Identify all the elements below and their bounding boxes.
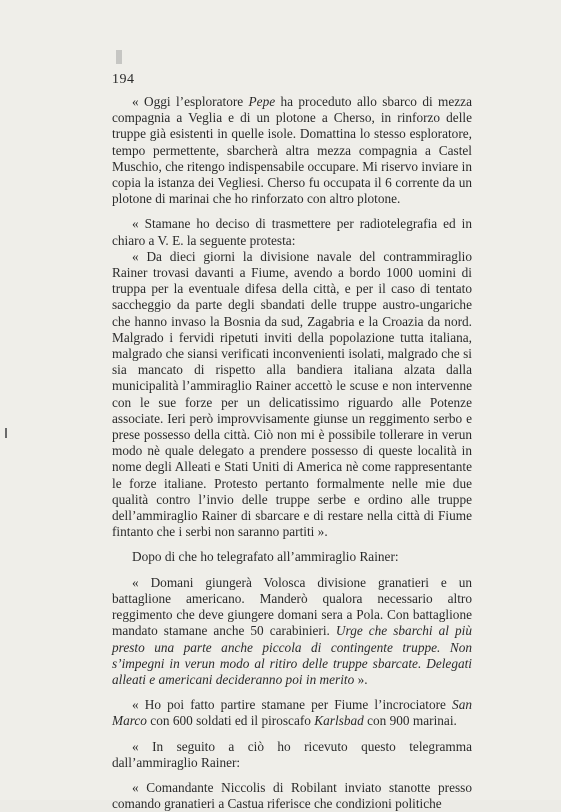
body-text: [112, 94, 472, 812]
paragraph-8: « Comandante Niccolis di Robilant inviato stanotte presso comando granatieri a Castua riferisce che condizioni politiche: [112, 779, 472, 812]
margin-mark: [5, 428, 7, 438]
page-number: 194: [112, 72, 135, 87]
paragraph-6: « Ho poi fatto partire stamane per Fiume l’incrociatore San Marco con 600 soldati ed il piroscafo Karlsbad con 900 marinai.: [112, 697, 472, 729]
paragraph-4: Dopo di che ho telegrafato all’ammiraglio Rainer:: [132, 549, 399, 565]
paragraph-7: « In seguito a ciò ho ricevuto questo telegramma dall’ammiraglio Rainer:: [112, 738, 472, 770]
paragraph-3: « Da dieci giorni la divisione navale del contrammiraglio Rainer trovasi davanti a Fiume, avendo a bordo 1000 uomini di truppa per la eventuale difesa della città, e per il caso di tentato saccheggio da parte degli sbandati delle truppe austro-ungariche che hanno invaso la Bosnia da sud, Zagabria e la Croazia da nord. Malgrado i fervidi ripetuti inviti della popolazione tutta italiana, malgrado che siansi verificati inconvenienti isolati, malgrado che si sia mancato di rispetto alla bandiera italiana alzata dalla municipalità l’ammiraglio Rainer accettò le scuse e non intervenne con le sue forze per un delicatissimo riguardo alle Potenze associate. Ieri però improvvisamente giunse un reggimento serbo e prese possesso della città. Ciò non mi è possibile tollerare in verun modo nè quale delegato a prendere possesso di queste località in nome degli Alleati e Stati Uniti di America nè come rappresentante le forze italiane. Protesto pertanto formalmente nelle mie due qualità contro l’invio delle truppe serbe e ordino alle truppe dell’ammiraglio Rainer di sbarcare e di restare nella città di Fiume fintanto che i serbi non saranno partiti ».: [112, 248, 472, 540]
scan-artifact: [116, 50, 122, 64]
paragraph-1: « Oggi l’esploratore Pepe ha proceduto allo sbarco di mezza compagnia a Veglia e di un plotone a Cherso, in rinforzo delle truppe già esistenti in quelle isole. Domattina lo stesso esploratore, tempo permettente, sbarcherà altra mezza compagnia a Castel Muschio, che ritengo indispensabile occupare. Mi riservo inviare in copia la istanza dei Vegliesi. Cherso fu occupata il 6 corrente da un plotone di marinai che ho rinforzato con altro plotone.: [112, 94, 472, 207]
paragraph-2: « Stamane ho deciso di trasmettere per radiotelegrafia ed in chiaro a V. E. la seguente protesta:: [112, 216, 472, 248]
paragraph-5: « Domani giungerà Volosca divisione granatieri e un battaglione americano. Manderò qualora necessario altro reggimento che deve giungere domani sera a Pola. Con battaglione mandato stamane anche 50 carabinieri. Urge che sbarchi al più presto una parte anche piccola di contingente truppe. Non s’impegni in verun modo al ritiro delle truppe sbarcate. Delegati alleati e americani decideranno poi in merito ».: [112, 574, 472, 687]
